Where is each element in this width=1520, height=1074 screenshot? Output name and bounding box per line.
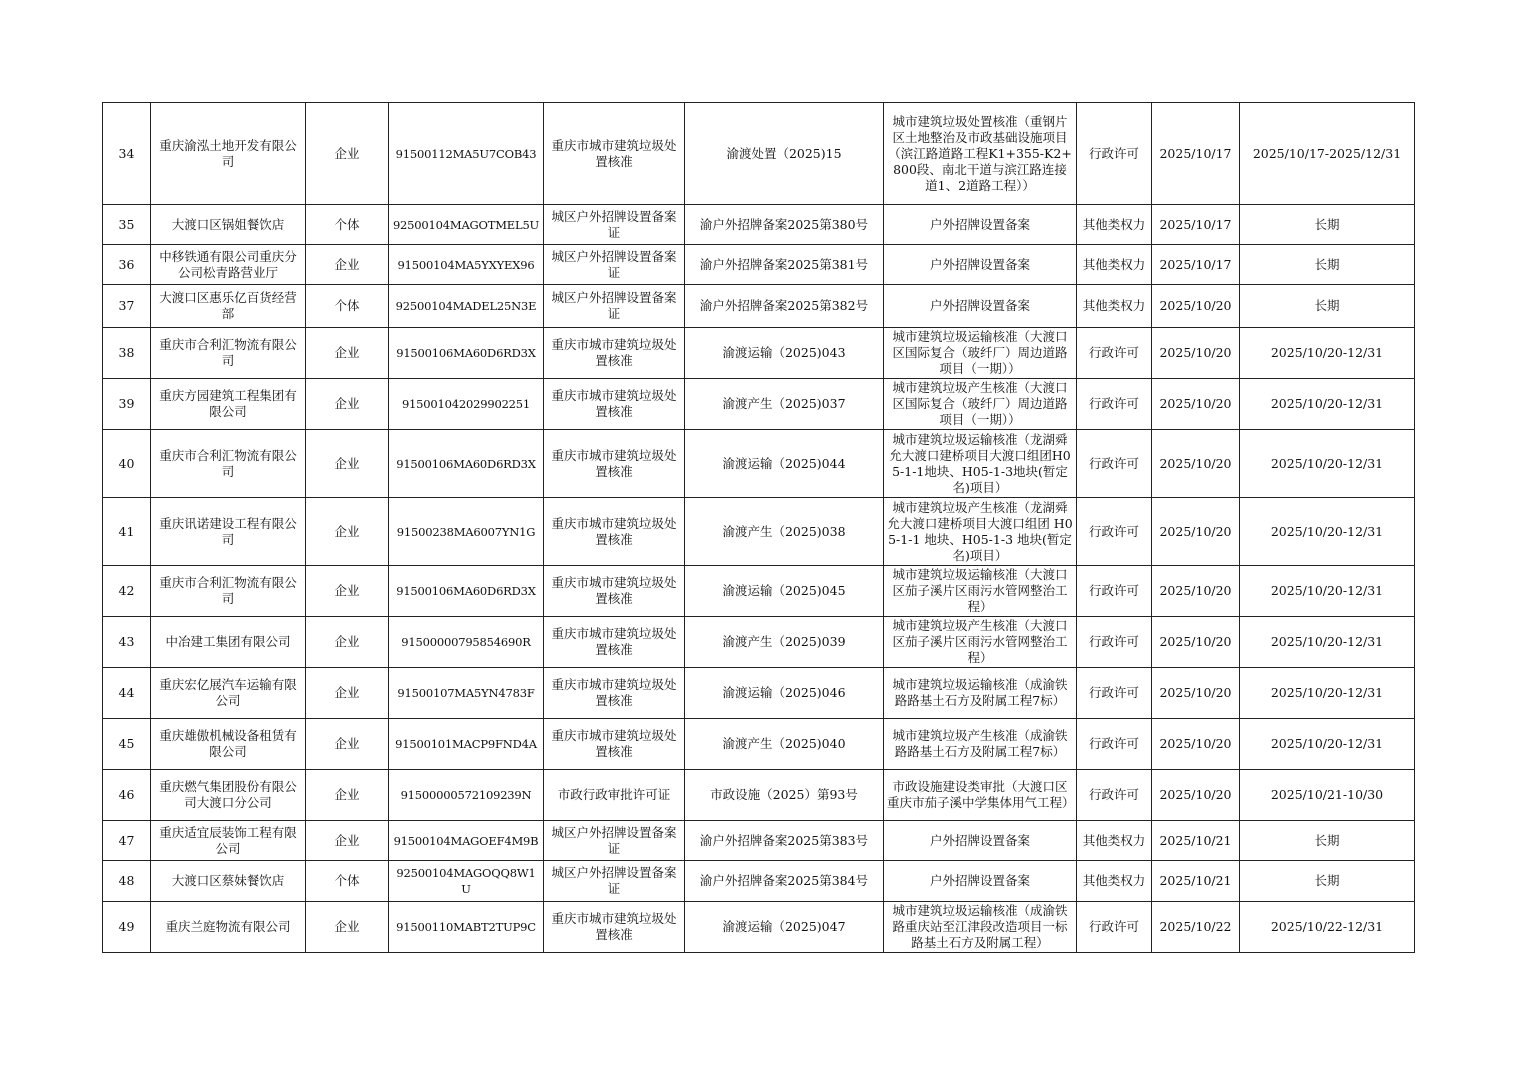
cell-date: 2025/10/21 xyxy=(1152,821,1240,861)
cell-category: 行政许可 xyxy=(1077,379,1152,430)
cell-type: 个体 xyxy=(306,285,389,328)
table-row xyxy=(103,668,1415,719)
cell-validity: 2025/10/20-12/31 xyxy=(1240,379,1415,430)
cell-date: 2025/10/17 xyxy=(1152,245,1240,285)
cell-code: 915001042029902251 xyxy=(389,379,544,430)
cell-doc: 重庆市城市建筑垃圾处置核准 xyxy=(544,566,685,617)
cell-content: 户外招牌设置备案 xyxy=(884,821,1077,861)
cell-doc: 城区户外招牌设置备案证 xyxy=(544,821,685,861)
cell-ref: 渝渡运输（2025)044 xyxy=(685,430,884,498)
table-row xyxy=(103,205,1415,245)
table-row xyxy=(103,379,1415,430)
cell-doc: 重庆市城市建筑垃圾处置核准 xyxy=(544,668,685,719)
cell-content: 城市建筑垃圾运输核准（成渝铁路重庆站至江津段改造项目一标路基土石方及附属工程） xyxy=(884,902,1077,953)
cell-no: 36 xyxy=(103,245,151,285)
cell-no: 48 xyxy=(103,861,151,902)
cell-content: 市政设施建设类审批（大渡口区重庆市茄子溪中学集体用气工程） xyxy=(884,770,1077,821)
cell-type: 企业 xyxy=(306,770,389,821)
cell-code: 91500110MABT2TUP9C xyxy=(389,902,544,953)
table-row xyxy=(103,566,1415,617)
cell-doc: 重庆市城市建筑垃圾处置核准 xyxy=(544,328,685,379)
cell-no: 38 xyxy=(103,328,151,379)
cell-no: 46 xyxy=(103,770,151,821)
cell-type: 企业 xyxy=(306,379,389,430)
cell-name: 重庆讯诺建设工程有限公司 xyxy=(151,498,306,566)
table-row xyxy=(103,103,1415,205)
cell-category: 行政许可 xyxy=(1077,566,1152,617)
cell-validity: 长期 xyxy=(1240,245,1415,285)
table-row xyxy=(103,245,1415,285)
cell-code: 91500000795854690R xyxy=(389,617,544,668)
cell-type: 企业 xyxy=(306,668,389,719)
cell-date: 2025/10/20 xyxy=(1152,617,1240,668)
cell-code: 91500107MA5YN4783F xyxy=(389,668,544,719)
cell-ref: 渝渡运输（2025)045 xyxy=(685,566,884,617)
cell-code: 91500101MACP9FND4A xyxy=(389,719,544,770)
cell-content: 城市建筑垃圾产生核准（大渡口区茄子溪片区雨污水管网整治工程） xyxy=(884,617,1077,668)
cell-date: 2025/10/20 xyxy=(1152,770,1240,821)
cell-no: 43 xyxy=(103,617,151,668)
cell-ref: 渝户外招牌备案2025第384号 xyxy=(685,861,884,902)
cell-content: 户外招牌设置备案 xyxy=(884,245,1077,285)
cell-ref: 渝户外招牌备案2025第381号 xyxy=(685,245,884,285)
cell-date: 2025/10/17 xyxy=(1152,205,1240,245)
table-body xyxy=(103,103,1415,953)
cell-content: 城市建筑垃圾产生核准（大渡口区国际复合（玻纤厂）周边道路项目（一期）） xyxy=(884,379,1077,430)
cell-ref: 渝渡运输（2025)043 xyxy=(685,328,884,379)
cell-type: 企业 xyxy=(306,430,389,498)
cell-content: 城市建筑垃圾运输核准（大渡口区茄子溪片区雨污水管网整治工程） xyxy=(884,566,1077,617)
cell-content: 户外招牌设置备案 xyxy=(884,861,1077,902)
cell-name: 大渡口区蔡妹餐饮店 xyxy=(151,861,306,902)
cell-content: 城市建筑垃圾运输核准（大渡口区国际复合（玻纤厂）周边道路项目（一期）） xyxy=(884,328,1077,379)
cell-code: 91500106MA60D6RD3X xyxy=(389,566,544,617)
cell-no: 34 xyxy=(103,103,151,205)
cell-validity: 长期 xyxy=(1240,821,1415,861)
cell-content: 城市建筑垃圾处置核准（重钢片区土地整治及市政基础设施项目（滨江路道路工程K1+355-K2+800段、南北干道与滨江路连接道1、2道路工程）） xyxy=(884,103,1077,205)
cell-date: 2025/10/20 xyxy=(1152,566,1240,617)
cell-name: 中冶建工集团有限公司 xyxy=(151,617,306,668)
cell-ref: 渝渡产生（2025)040 xyxy=(685,719,884,770)
cell-code: 92500104MAGOQQ8W1U xyxy=(389,861,544,902)
cell-date: 2025/10/21 xyxy=(1152,861,1240,902)
cell-doc: 重庆市城市建筑垃圾处置核准 xyxy=(544,617,685,668)
cell-validity: 长期 xyxy=(1240,285,1415,328)
cell-category: 行政许可 xyxy=(1077,617,1152,668)
table-row xyxy=(103,902,1415,953)
cell-name: 重庆市合利汇物流有限公司 xyxy=(151,430,306,498)
cell-date: 2025/10/20 xyxy=(1152,498,1240,566)
cell-ref: 渝渡产生（2025)037 xyxy=(685,379,884,430)
cell-code: 91500104MAGOEF4M9B xyxy=(389,821,544,861)
cell-validity: 长期 xyxy=(1240,205,1415,245)
cell-name: 中移铁通有限公司重庆分公司松青路营业厅 xyxy=(151,245,306,285)
cell-date: 2025/10/20 xyxy=(1152,719,1240,770)
cell-validity: 2025/10/20-12/31 xyxy=(1240,498,1415,566)
cell-ref: 市政设施（2025）第93号 xyxy=(685,770,884,821)
cell-validity: 2025/10/20-12/31 xyxy=(1240,328,1415,379)
cell-name: 重庆适宜辰装饰工程有限公司 xyxy=(151,821,306,861)
cell-doc: 重庆市城市建筑垃圾处置核准 xyxy=(544,719,685,770)
cell-no: 44 xyxy=(103,668,151,719)
cell-code: 91500112MA5U7COB43 xyxy=(389,103,544,205)
cell-content: 城市建筑垃圾运输核准（龙湖舜允大渡口建桥项目大渡口组团H05-1-1地块、H05-1-3地块(暂定名)项目） xyxy=(884,430,1077,498)
cell-ref: 渝渡处置（2025)15 xyxy=(685,103,884,205)
cell-validity: 长期 xyxy=(1240,861,1415,902)
cell-doc: 城区户外招牌设置备案证 xyxy=(544,861,685,902)
cell-date: 2025/10/17 xyxy=(1152,103,1240,205)
cell-validity: 2025/10/20-12/31 xyxy=(1240,719,1415,770)
cell-type: 企业 xyxy=(306,902,389,953)
cell-category: 其他类权力 xyxy=(1077,285,1152,328)
cell-doc: 市政行政审批许可证 xyxy=(544,770,685,821)
cell-content: 户外招牌设置备案 xyxy=(884,285,1077,328)
table-row xyxy=(103,770,1415,821)
cell-validity: 2025/10/22-12/31 xyxy=(1240,902,1415,953)
cell-category: 其他类权力 xyxy=(1077,861,1152,902)
cell-ref: 渝户外招牌备案2025第383号 xyxy=(685,821,884,861)
cell-ref: 渝渡产生（2025)039 xyxy=(685,617,884,668)
cell-type: 企业 xyxy=(306,566,389,617)
cell-type: 个体 xyxy=(306,205,389,245)
cell-code: 91500106MA60D6RD3X xyxy=(389,328,544,379)
cell-category: 其他类权力 xyxy=(1077,205,1152,245)
table-row xyxy=(103,821,1415,861)
cell-doc: 城区户外招牌设置备案证 xyxy=(544,285,685,328)
cell-ref: 渝渡运输（2025)046 xyxy=(685,668,884,719)
cell-content: 城市建筑垃圾产生核准（龙湖舜允大渡口建桥项目大渡口组团 H05-1-1 地块、H05-1-3 地块(暂定名)项目） xyxy=(884,498,1077,566)
cell-name: 大渡口区锅姐餐饮店 xyxy=(151,205,306,245)
cell-type: 企业 xyxy=(306,719,389,770)
cell-type: 企业 xyxy=(306,498,389,566)
cell-date: 2025/10/22 xyxy=(1152,902,1240,953)
cell-validity: 2025/10/20-12/31 xyxy=(1240,430,1415,498)
table-row xyxy=(103,430,1415,498)
cell-date: 2025/10/20 xyxy=(1152,328,1240,379)
cell-no: 47 xyxy=(103,821,151,861)
cell-validity: 2025/10/20-12/31 xyxy=(1240,668,1415,719)
cell-doc: 重庆市城市建筑垃圾处置核准 xyxy=(544,430,685,498)
cell-doc: 重庆市城市建筑垃圾处置核准 xyxy=(544,498,685,566)
cell-date: 2025/10/20 xyxy=(1152,285,1240,328)
cell-no: 42 xyxy=(103,566,151,617)
cell-name: 重庆燃气集团股份有限公司大渡口分公司 xyxy=(151,770,306,821)
cell-content: 城市建筑垃圾运输核准（成渝铁路路基土石方及附属工程7标） xyxy=(884,668,1077,719)
cell-no: 37 xyxy=(103,285,151,328)
cell-category: 行政许可 xyxy=(1077,902,1152,953)
cell-type: 企业 xyxy=(306,328,389,379)
cell-ref: 渝户外招牌备案2025第380号 xyxy=(685,205,884,245)
cell-category: 行政许可 xyxy=(1077,103,1152,205)
table-row xyxy=(103,861,1415,902)
cell-type: 企业 xyxy=(306,617,389,668)
cell-doc: 重庆市城市建筑垃圾处置核准 xyxy=(544,902,685,953)
cell-no: 49 xyxy=(103,902,151,953)
cell-validity: 2025/10/21-10/30 xyxy=(1240,770,1415,821)
cell-category: 行政许可 xyxy=(1077,770,1152,821)
cell-name: 重庆渝泓土地开发有限公司 xyxy=(151,103,306,205)
cell-code: 91500104MA5YXYEX96 xyxy=(389,245,544,285)
cell-validity: 2025/10/17-2025/12/31 xyxy=(1240,103,1415,205)
cell-date: 2025/10/20 xyxy=(1152,379,1240,430)
cell-code: 91500106MA60D6RD3X xyxy=(389,430,544,498)
table-row xyxy=(103,498,1415,566)
cell-content: 城市建筑垃圾产生核准（成渝铁路路基土石方及附属工程7标） xyxy=(884,719,1077,770)
cell-code: 92500104MAGOTMEL5U xyxy=(389,205,544,245)
cell-name: 重庆雄傲机械设备租赁有限公司 xyxy=(151,719,306,770)
cell-category: 其他类权力 xyxy=(1077,245,1152,285)
cell-no: 35 xyxy=(103,205,151,245)
cell-validity: 2025/10/20-12/31 xyxy=(1240,617,1415,668)
cell-no: 40 xyxy=(103,430,151,498)
cell-type: 企业 xyxy=(306,103,389,205)
cell-type: 个体 xyxy=(306,861,389,902)
cell-name: 重庆市合利汇物流有限公司 xyxy=(151,328,306,379)
cell-validity: 2025/10/20-12/31 xyxy=(1240,566,1415,617)
cell-category: 行政许可 xyxy=(1077,430,1152,498)
cell-date: 2025/10/20 xyxy=(1152,430,1240,498)
cell-category: 行政许可 xyxy=(1077,668,1152,719)
cell-ref: 渝渡运输（2025)047 xyxy=(685,902,884,953)
cell-type: 企业 xyxy=(306,245,389,285)
cell-category: 行政许可 xyxy=(1077,328,1152,379)
cell-type: 企业 xyxy=(306,821,389,861)
cell-doc: 重庆市城市建筑垃圾处置核准 xyxy=(544,379,685,430)
table-row xyxy=(103,617,1415,668)
cell-name: 重庆方园建筑工程集团有限公司 xyxy=(151,379,306,430)
cell-name: 重庆市合利汇物流有限公司 xyxy=(151,566,306,617)
cell-ref: 渝户外招牌备案2025第382号 xyxy=(685,285,884,328)
cell-name: 重庆兰庭物流有限公司 xyxy=(151,902,306,953)
table-row xyxy=(103,285,1415,328)
cell-doc: 重庆市城市建筑垃圾处置核准 xyxy=(544,103,685,205)
cell-name: 重庆宏亿展汽车运输有限公司 xyxy=(151,668,306,719)
cell-name: 大渡口区惠乐亿百货经营部 xyxy=(151,285,306,328)
cell-ref: 渝渡产生（2025)038 xyxy=(685,498,884,566)
cell-code: 91500000572109239N xyxy=(389,770,544,821)
table-row xyxy=(103,719,1415,770)
cell-code: 91500238MA6007YN1G xyxy=(389,498,544,566)
cell-no: 45 xyxy=(103,719,151,770)
cell-doc: 城区户外招牌设置备案证 xyxy=(544,205,685,245)
cell-code: 92500104MADEL25N3E xyxy=(389,285,544,328)
cell-doc: 城区户外招牌设置备案证 xyxy=(544,245,685,285)
records-table xyxy=(102,102,1415,953)
cell-category: 其他类权力 xyxy=(1077,821,1152,861)
table-row xyxy=(103,328,1415,379)
cell-content: 户外招牌设置备案 xyxy=(884,205,1077,245)
cell-category: 行政许可 xyxy=(1077,719,1152,770)
cell-category: 行政许可 xyxy=(1077,498,1152,566)
cell-no: 39 xyxy=(103,379,151,430)
cell-date: 2025/10/20 xyxy=(1152,668,1240,719)
cell-no: 41 xyxy=(103,498,151,566)
